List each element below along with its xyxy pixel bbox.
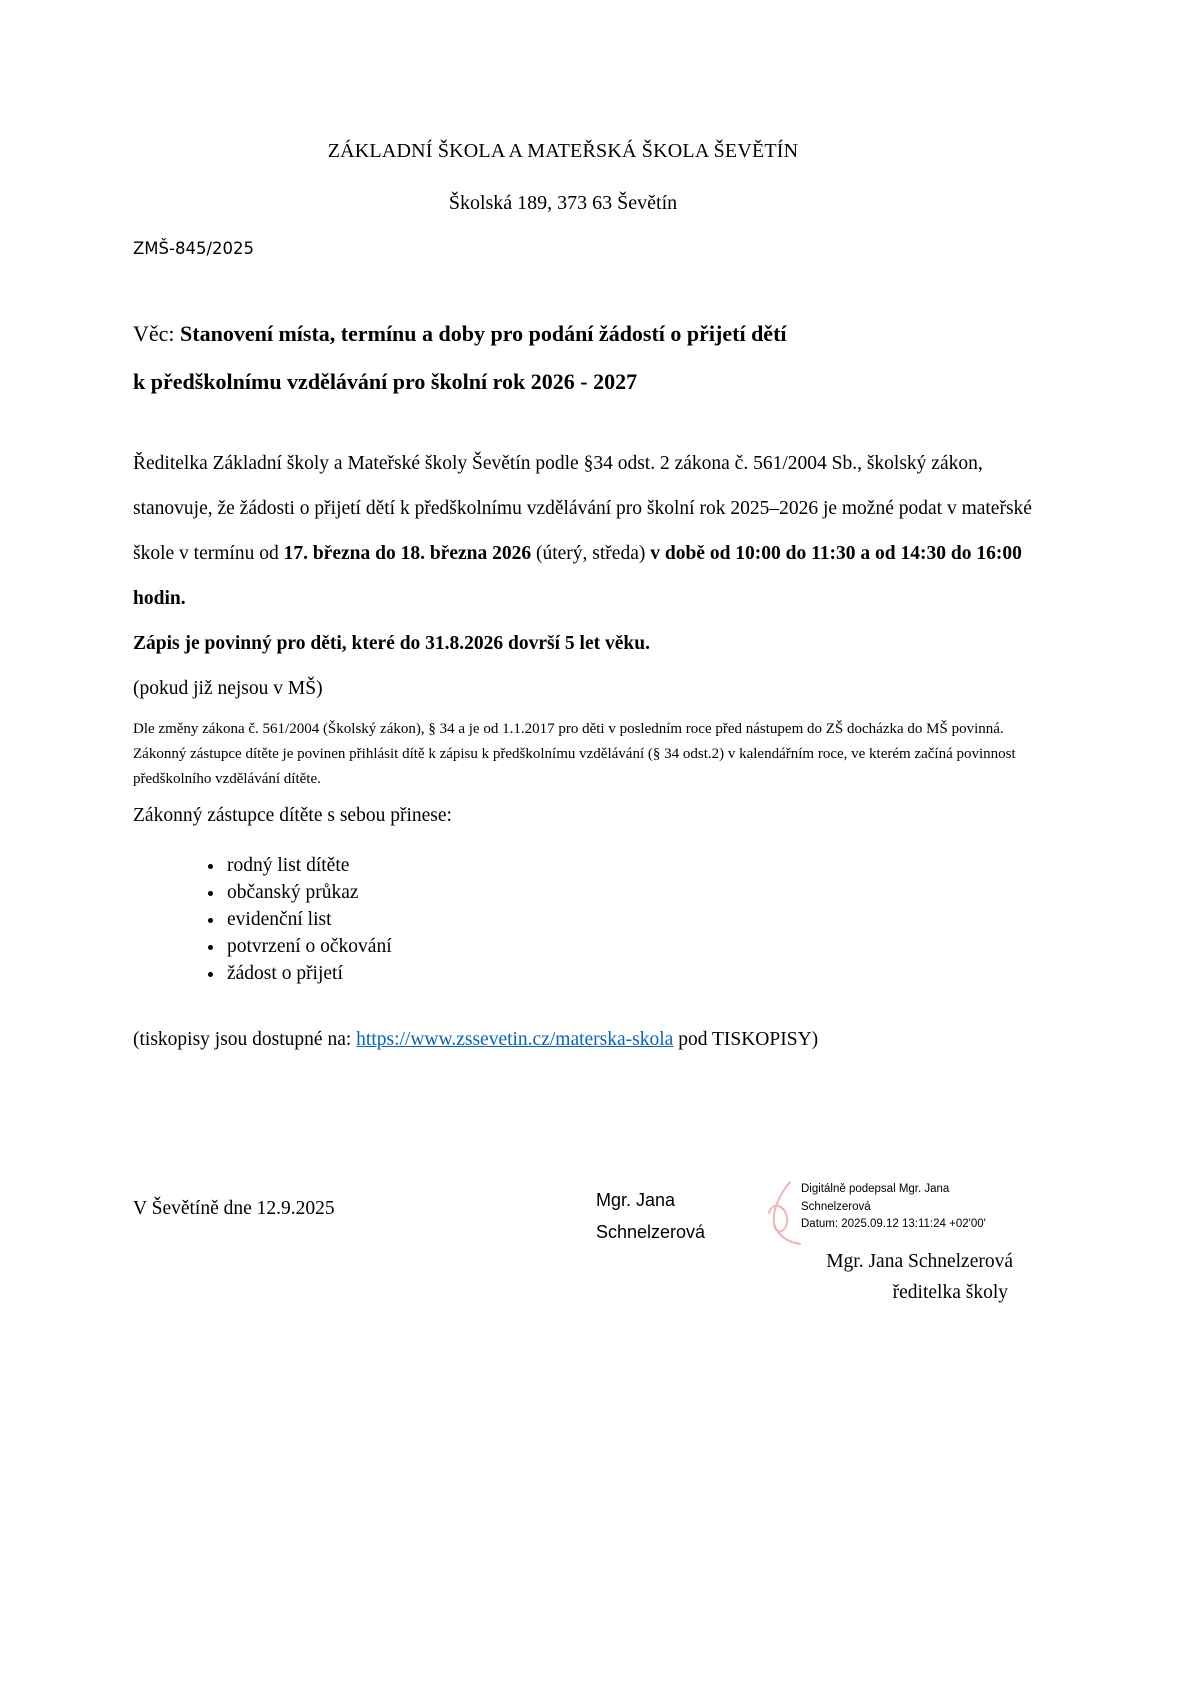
subject-text-line2: k předškolnímu vzdělávání pro školní rok 2026 - 2027 bbox=[133, 369, 638, 394]
signer-block bbox=[826, 1246, 1013, 1308]
digital-signature-details-line3: Datum: 2025.09.12 13:11:24 +02'00' bbox=[801, 1218, 986, 1230]
forms-note-prefix: (tiskopisy jsou dostupné na: bbox=[133, 1029, 357, 1050]
bring-list-item: • občanský průkaz bbox=[225, 879, 1058, 906]
bring-documents-intro: Zákonný zástupce dítěte s sebou přinese: bbox=[133, 805, 452, 826]
subject-text-line1: Stanovení místa, termínu a doby pro podání žádostí o přijetí dětí bbox=[180, 321, 787, 346]
main-paragraph-text-1: Ředitelka Základní školy a Mateřské školy Ševětín podle §34 odst. 2 zákona č. 561/2004 Sb., školský zákon, stanovuje, že žádosti o přijetí dětí k předškolnímu vzdělávání pro školní rok 2025–2026 je možné podat v mateřské škole v termínu od bbox=[133, 453, 1032, 564]
signer-title: ředitelka školy bbox=[892, 1282, 1008, 1303]
forms-note-suffix: pod TISKOPISY) bbox=[673, 1029, 819, 1050]
digital-signature-details-line2: Schnelzerová bbox=[801, 1200, 871, 1213]
main-paragraph bbox=[133, 441, 1058, 621]
bring-documents-list bbox=[133, 852, 1058, 987]
bring-list-item: • žádost o přijetí bbox=[225, 960, 1058, 987]
enrollment-hours: v době od 10:00 do 11:30 a od 14:30 do 16:00 hodin. bbox=[133, 543, 1022, 609]
digital-signature-details-line1: Digitálně podepsal Mgr. Jana bbox=[801, 1183, 950, 1195]
place-and-date: V Ševětíně dne 12.9.2025 bbox=[133, 1198, 335, 1219]
subject-label: Věc: bbox=[133, 321, 181, 346]
document-content bbox=[133, 0, 1058, 1303]
subject-line bbox=[133, 310, 1038, 406]
school-address: Školská 189, 373 63 Ševětín bbox=[448, 192, 678, 214]
digital-signature-name-line1: Mgr. Jana bbox=[596, 1190, 676, 1210]
exception-note: (pokud již nejsou v MŠ) bbox=[133, 678, 323, 699]
reference-number: ZMŠ-845/2025 bbox=[133, 239, 255, 258]
bring-list-item: • evidenční list bbox=[225, 906, 1058, 933]
main-paragraph-text-2: (úterý, středa) bbox=[531, 543, 651, 564]
digital-signature-name bbox=[596, 1184, 705, 1248]
enrollment-dates: 17. března do 18. března 2026 bbox=[283, 543, 532, 564]
digital-signature-flourish-icon bbox=[766, 1180, 804, 1251]
school-name-heading: ZÁKLADNÍ ŠKOLA A MATEŘSKÁ ŠKOLA ŠEVĚTÍN bbox=[327, 140, 799, 162]
bring-list-item: • potvrzení o očkování bbox=[225, 933, 1058, 960]
forms-availability-note bbox=[133, 1029, 1058, 1051]
signer-name: Mgr. Jana Schnelzerová bbox=[826, 1251, 1013, 1272]
signature-footer bbox=[133, 1178, 1058, 1318]
bring-list-item: • rodný list dítěte bbox=[225, 852, 1058, 879]
mandatory-enrollment-note: Zápis je povinný pro děti, které do 31.8.2026 dovrší 5 let věku. bbox=[133, 633, 650, 654]
materska-skola-link[interactable]: https://www.zssevetin.cz/materska-skola bbox=[356, 1029, 674, 1050]
law-change-note: Dle změny zákona č. 561/2004 (Školský zákon), § 34 a je od 1.1.2017 pro děti v posledním roce před nástupem do ZŠ docházka do MŠ povinná. Zákonný zástupce dítěte je povinen přihlásit dítě k zápisu k předškolnímu vzdělávání (§ 34 odst.2) v kalendářním roce, ve kterém začíná povinnost předškolního vzdělávání dítěte. bbox=[133, 721, 1016, 787]
digital-signature-details bbox=[801, 1181, 986, 1234]
digital-signature-name-line2: Schnelzerová bbox=[596, 1222, 706, 1242]
